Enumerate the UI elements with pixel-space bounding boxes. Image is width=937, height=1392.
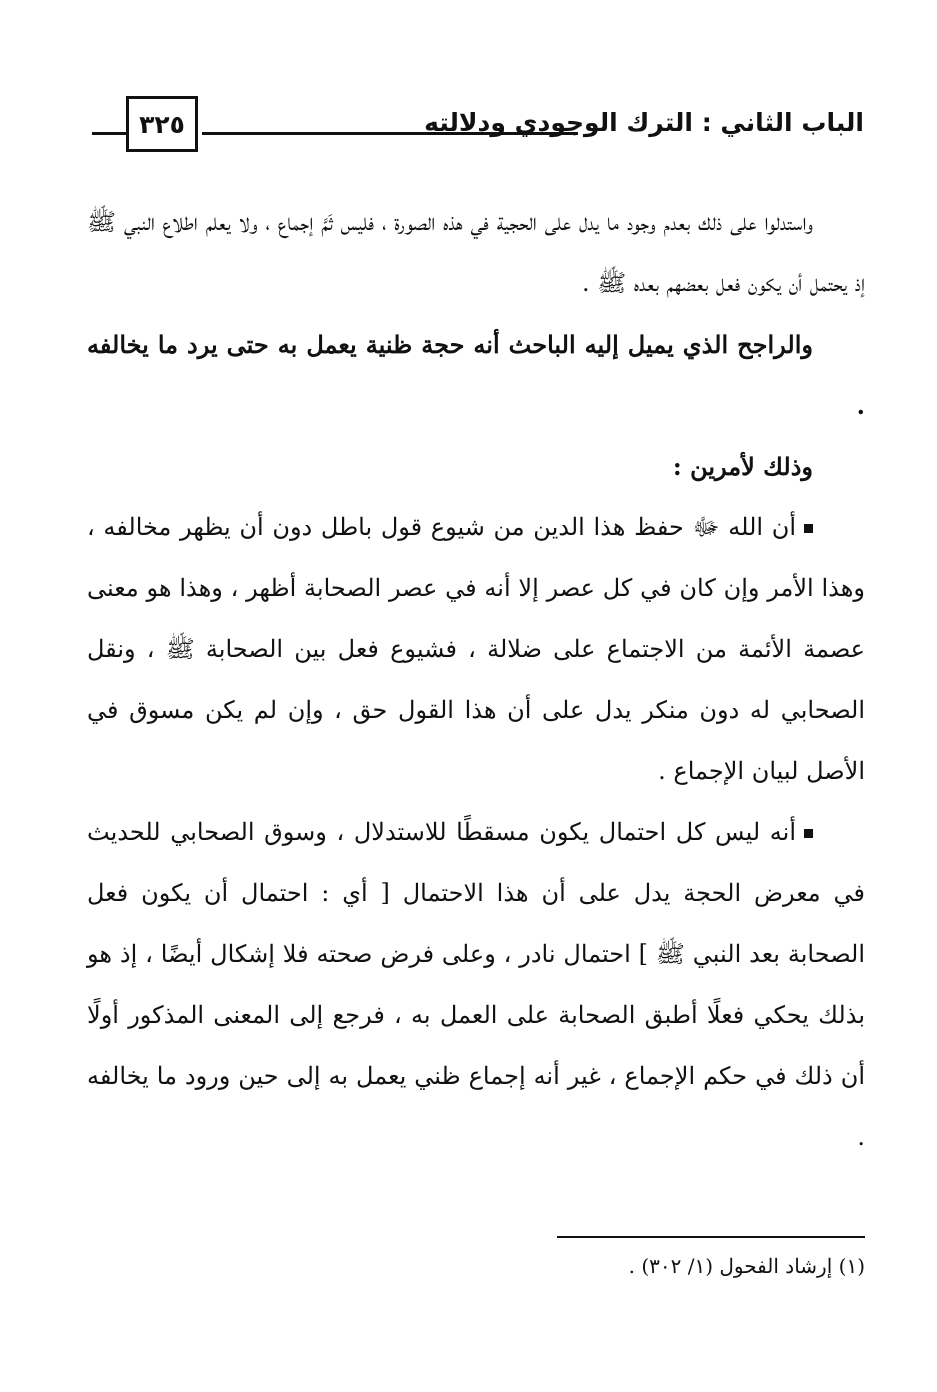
reason-one-text: أن الله ﷻ حفظ هذا الدين من شيوع قول باطل دون أن يظهر مخالفه ، وهذا الأمر وإن كان في كل عصر إلا أنه في عصر الصحابة أظهر ، وهذا هو معنى عصمة الأئمة من الاجتماع على ضلالة ، فشيوع فعل بين الصحابة ﷺ ، ونقل الصحابي له دون منكر يدل على أن هذا القول حق ، وإن لم يكن مسوق في الأصل لبيان الإجماع . (87, 513, 865, 785)
paragraph-preferred-view: والراجح الذي يميل إليه الباحث أنه حجة ظنية يعمل به حتى يرد ما يخالفه . (87, 330, 865, 420)
running-header (92, 92, 872, 160)
page-number: ٣٢٥ (126, 96, 198, 152)
footnote: (١) إرشاد الفحول (١/ ٣٠٢) . (628, 1254, 865, 1278)
paragraph-reason-one (87, 497, 865, 802)
header-rule-left (92, 132, 126, 135)
chapter-title: الباب الثاني : الترك الوجودي ودلالته (424, 108, 864, 137)
footnote-separator (557, 1236, 865, 1238)
bullet-square-icon (804, 829, 813, 838)
reason-two-text: أنه ليس كل احتمال يكون مسقطًا للاستدلال ، وسوق الصحابي للحديث في معرض الحجة يدل على أن هذا الاحتمال [ أي : احتمال أن يكون فعل الصحابة بعد النبي ﷺ ] احتمال نادر ، وعلى فرض صحته فلا إشكال أيضًا ، إذ هو بذلك يحكي فعلًا أطبق الصحابة على العمل به ، فرجع إلى المعنى المذكور أولًا أن ذلك في حكم الإجماع ، غير أنه إجماع ظني يعمل به إلى حين ورود ما يخالفه . (87, 818, 865, 1151)
paragraph-two-reasons-intro: وذلك لأمرين : (672, 452, 813, 481)
paragraph-evidence: واستدلوا على ذلك بعدم وجود ما يدل على الحجية في هذه الصورة ، فليس ثَمَّ إجماع ، ولا يعلم اطلاع النبي ﷺ إذ يحتمل أن يكون فعل بعضهم بعده ﷺ . (87, 208, 865, 297)
bullet-square-icon (804, 524, 813, 533)
paragraph-reason-two (87, 802, 865, 1168)
main-text (87, 192, 865, 1168)
